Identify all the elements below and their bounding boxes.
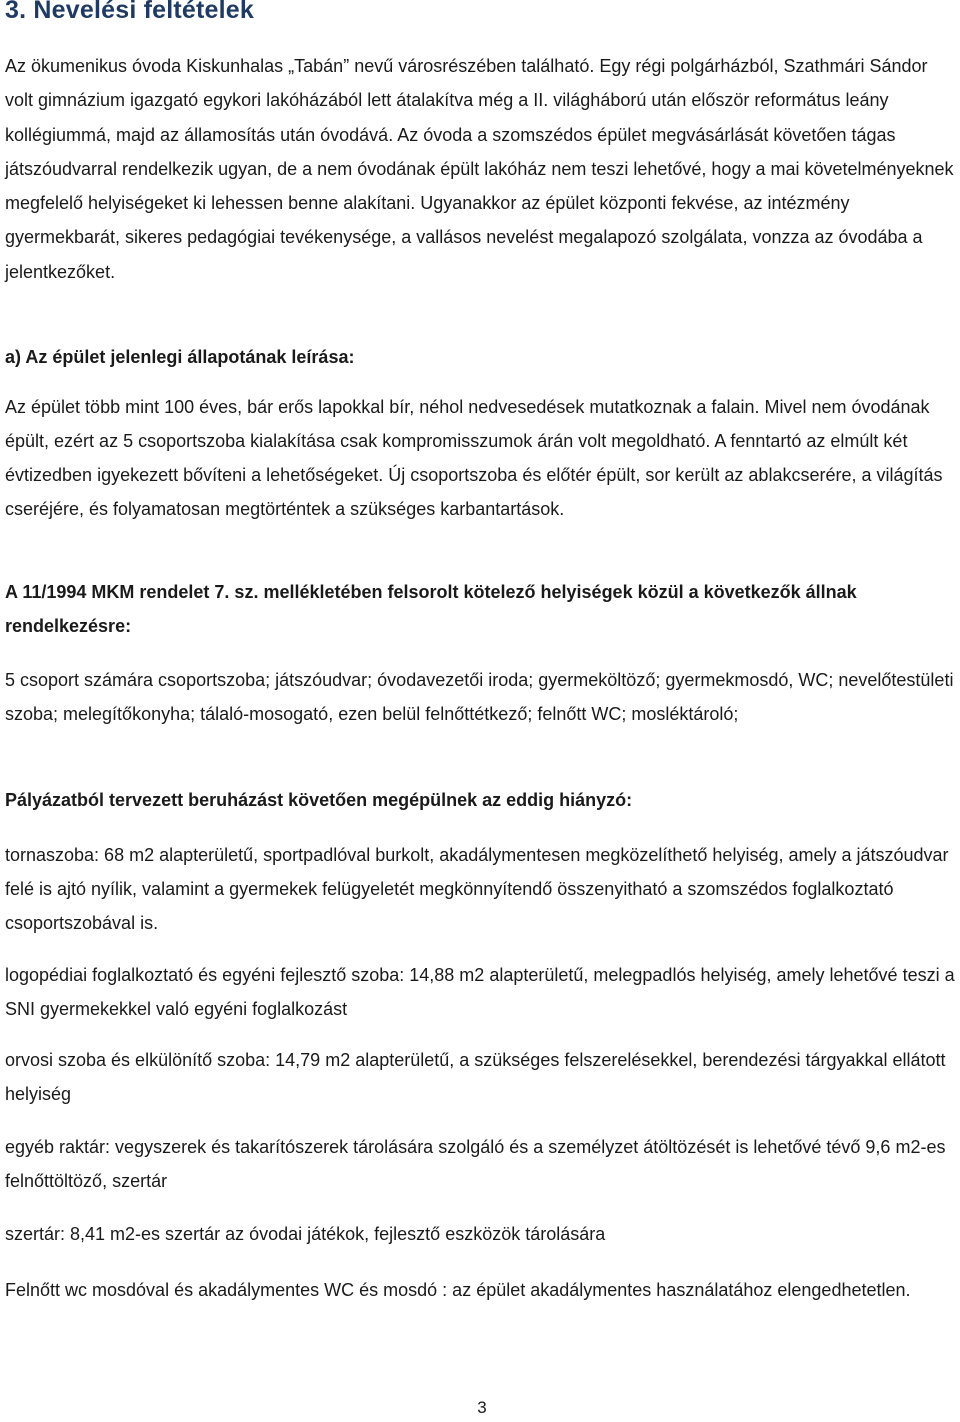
planned-heading: Pályázatból tervezett beruházást követően megépülnek az eddig hiányzó: bbox=[5, 790, 633, 810]
section-heading: 3. Nevelési feltételek bbox=[5, 0, 254, 24]
planned-item-gym: tornaszoba: 68 m2 alapterületű, sportpadlóval burkolt, akadálymentesen megközelíthető helyiség, amely a játszóudvar felé is ajtó nyílik, valamint a gyermekek felügyeletét megkönnyítendő összenyitható a szomszédos foglalkoztató csoportszobával is. bbox=[5, 845, 949, 933]
page-number: 3 bbox=[477, 1398, 487, 1417]
planned-item-storage: egyéb raktár: vegyszerek és takarítószerek tárolására szolgáló és a személyzet átöltözését is lehetővé tévő 9,6 m2-es felnőttöltöző, szertár bbox=[5, 1137, 946, 1191]
planned-item-toy-storage: szertár: 8,41 m2-es szertár az óvodai játékok, fejlesztő eszközök tárolására bbox=[5, 1224, 606, 1244]
planned-item-accessible-wc: Felnőtt wc mosdóval és akadálymentes WC és mosdó : az épület akadálymentes használatához elengedhetetlen. bbox=[5, 1280, 911, 1300]
planned-item-medical-room: orvosi szoba és elkülönítő szoba: 14,79 m2 alapterületű, a szükséges felszerelésekkel, berendezési tárgyakkal ellátott helyiség bbox=[5, 1050, 946, 1104]
decree-heading: A 11/1994 MKM rendelet 7. sz. mellékletében felsorolt kötelező helyiségek közül a következők állnak rendelkezésre: bbox=[5, 582, 857, 636]
planned-item-speech-room: logopédiai foglalkoztató és egyéni fejlesztő szoba: 14,88 m2 alapterületű, melegpadlós helyiség, amely lehetővé teszi a SNI gyermekekkel való egyéni foglalkozást bbox=[5, 965, 955, 1019]
intro-paragraph: Az ökumenikus óvoda Kiskunhalas „Tabán” nevű városrészében található. Egy régi polgárházból, Szathmári Sándor volt gimnázium igazgató egykori lakóházából lett átalakítva még a II. világháború után először református leány kollégiummá, majd az államosítás után óvodává. Az óvoda a szomszédos épület megvásárlását követően tágas játszóudvarral rendelkezik ugyan, de a nem óvodának épült lakóház nem teszi lehetővé, hogy a mai követelményeknek megfelelő helyiségeket ki lehessen benne alakítani. Ugyanakkor az épület központi fekvése, az intézmény gyermekbarát, sikeres pedagógiai tevékenysége, a vallásos nevelést megalapozó szolgálata, vonzza az óvodába a jelentkezőket. bbox=[5, 56, 954, 282]
section-a-paragraph: Az épület több mint 100 éves, bár erős lapokkal bír, néhol nedvesedések mutatkoznak a falain. Mivel nem óvodának épült, ezért az 5 csoportszoba kialakítása csak kompromisszumok árán volt megoldható. A fenntartó az elmúlt két évtizedben igyekezett bővíteni a lehetőségeket. Új csoportszoba és előtér épült, sor került az ablakcserére, a világítás cseréjére, és folyamatosan megtörténtek a szükséges karbantartások. bbox=[5, 397, 943, 519]
decree-paragraph: 5 csoport számára csoportszoba; játszóudvar; óvodavezetői iroda; gyermeköltöző; gyermekmosdó, WC; nevelőtestületi szoba; melegítőkonyha; tálaló-mosogató, ezen belül felnőttétkező; felnőtt WC; mosléktároló; bbox=[5, 670, 954, 724]
section-a-heading: a) Az épület jelenlegi állapotának leírása: bbox=[5, 347, 355, 367]
